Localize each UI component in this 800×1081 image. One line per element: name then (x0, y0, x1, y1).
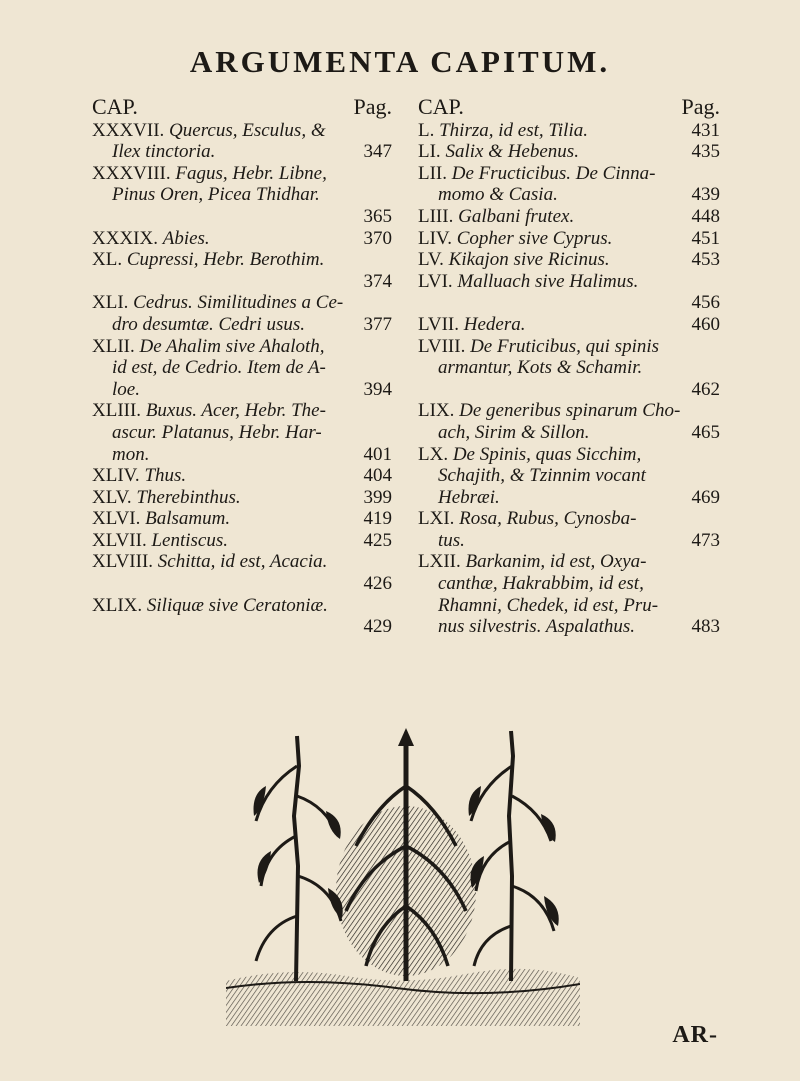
chapter-number: LIX. (418, 400, 455, 422)
page-number: 365 (363, 205, 392, 227)
entry-line (92, 163, 392, 185)
chapter-title: ascur. Platanus, Hebr. Har- (112, 421, 322, 443)
chapter-number: XXXVII. (92, 119, 165, 141)
chapter-title: Malluach sive Halimus. (457, 270, 639, 292)
entry-line (92, 573, 392, 595)
entry-text (112, 314, 305, 336)
entry-line (418, 120, 720, 142)
entry-text (92, 487, 241, 509)
page-number: 404 (363, 465, 392, 487)
page-number: 456 (691, 292, 720, 314)
entry-text (418, 444, 641, 466)
entry-line (92, 465, 392, 487)
chapter-title: canthæ, Hakrabbim, id est, (438, 573, 644, 595)
chapter-title: mon. (112, 443, 150, 465)
chapter-entry (92, 228, 392, 250)
entry-text (418, 551, 646, 573)
chapter-title: De generibus spinarum Cho- (459, 400, 681, 422)
entry-line (92, 444, 392, 466)
entry-text (92, 508, 230, 530)
chapter-title: Galbani frutex. (458, 205, 575, 227)
chapter-title: Balsamum. (145, 508, 231, 530)
catchword: AR- (672, 1022, 718, 1048)
page-number: 469 (691, 486, 720, 508)
chapter-number: LXI. (418, 508, 455, 530)
entry-line (92, 271, 392, 293)
entry-text (92, 400, 326, 422)
entry-text (112, 379, 140, 401)
chapter-entry (418, 508, 720, 551)
page-number: 462 (691, 378, 720, 400)
entry-text (438, 184, 558, 206)
entry-line (418, 357, 720, 379)
entry-line (418, 249, 720, 271)
chapter-number: LX. (418, 443, 449, 465)
chapter-title: Copher sive Cyprus. (456, 227, 613, 249)
entry-line (92, 336, 392, 358)
chapter-title: De Fruticibus, qui spinis (470, 335, 660, 357)
entry-text (418, 271, 638, 293)
chapter-title: ach, Sirim & Sillon. (438, 421, 590, 443)
page-number: 431 (691, 119, 720, 141)
page-number: 439 (691, 184, 720, 206)
chapter-entry (92, 120, 392, 163)
chapter-title: Thus. (144, 465, 187, 487)
page-number: 451 (691, 227, 720, 249)
page-number: 347 (363, 141, 392, 163)
entry-text (438, 595, 658, 617)
entry-text (92, 530, 228, 552)
plant-woodcut-illustration (226, 726, 580, 1026)
chapter-entry (418, 336, 720, 401)
entry-line (92, 400, 392, 422)
chapter-entry (92, 292, 392, 335)
entry-text (112, 141, 215, 163)
entry-line (92, 120, 392, 142)
chapter-entry (92, 487, 392, 509)
chapter-title: Hedera. (463, 313, 526, 335)
chapter-entry (418, 551, 720, 637)
chapter-number: XL. (92, 249, 123, 271)
chapter-number: XLVII. (92, 529, 147, 551)
chapter-title: Fagus, Hebr. Libne, (175, 162, 327, 184)
chapter-title: Rosa, Rubus, Cynosba- (459, 508, 637, 530)
entry-line (418, 141, 720, 163)
chapter-title: Thirza, id est, Tilia. (439, 119, 588, 141)
plant-woodcut-svg (226, 726, 580, 1026)
chapter-entry (418, 228, 720, 250)
entry-text (438, 422, 589, 444)
chapter-entry (418, 163, 720, 206)
entry-text (438, 465, 646, 487)
left-column (92, 96, 392, 638)
chapter-number: XLIX. (92, 594, 143, 616)
chapter-title: De Fructicibus. De Cinna- (451, 162, 656, 184)
entry-text (112, 422, 322, 444)
chapter-title: Lentiscus. (151, 529, 228, 551)
left-column-header (92, 96, 392, 118)
chapter-number: XLV. (92, 486, 132, 508)
entry-text (418, 141, 579, 163)
chapter-number: LI. (418, 141, 441, 163)
chapter-entry (92, 400, 392, 465)
chapter-entry (92, 465, 392, 487)
entry-text (438, 616, 635, 638)
chapter-number: XLIII. (92, 400, 142, 422)
entry-text (418, 249, 610, 271)
chapter-entry (418, 120, 720, 142)
entry-line (92, 487, 392, 509)
chapter-number: XLIV. (92, 465, 140, 487)
entry-text (112, 357, 326, 379)
entry-line (418, 400, 720, 422)
page-number: 370 (363, 227, 392, 249)
chapter-number: L. (418, 119, 435, 141)
chapter-number: XXXIX. (92, 227, 158, 249)
entry-line (92, 379, 392, 401)
entry-line (92, 357, 392, 379)
chapter-number: LVIII. (418, 335, 466, 357)
chapter-entry (418, 249, 720, 271)
entry-text (438, 357, 642, 379)
chapter-title: dro desumtæ. Cedri usus. (112, 313, 306, 335)
page-number: 453 (691, 249, 720, 271)
chapter-title: nus silvestris. Aspalathus. (438, 616, 636, 638)
chapter-title: Buxus. Acer, Hebr. The- (145, 400, 326, 422)
entry-line (418, 551, 720, 573)
chapter-title: Salix & Hebenus. (445, 141, 579, 163)
entry-line (418, 422, 720, 444)
chapter-number: LVI. (418, 270, 453, 292)
cap-heading: CAP. (418, 94, 464, 119)
chapter-entry (92, 336, 392, 401)
page-number: 460 (691, 313, 720, 335)
entry-line (418, 163, 720, 185)
chapter-title: Rhamni, Chedek, id est, Pru- (438, 594, 659, 616)
chapter-number: LIII. (418, 205, 454, 227)
chapter-title: Pinus Oren, Picea Thidhar. (112, 184, 320, 206)
chapter-title: loe. (112, 378, 140, 400)
chapter-title: Cupressi, Hebr. Berothim. (126, 249, 325, 271)
entry-text (92, 249, 324, 271)
entry-text (92, 163, 327, 185)
entry-text (92, 292, 343, 314)
entry-line (92, 206, 392, 228)
chapter-number: LIV. (418, 227, 452, 249)
chapter-title: armantur, Kots & Schamir. (438, 357, 643, 379)
chapter-entry (418, 141, 720, 163)
entry-line (92, 530, 392, 552)
chapter-number: LXII. (418, 551, 461, 573)
page-number: 435 (691, 141, 720, 163)
entry-text (92, 336, 325, 358)
entry-text (92, 595, 328, 617)
chapter-title: De Spinis, quas Sicchim, (452, 443, 642, 465)
page-number: 426 (363, 573, 392, 595)
chapter-title: Therebinthus. (136, 486, 241, 508)
entry-line (92, 595, 392, 617)
chapter-title: Siliquæ sive Ceratoniæ. (146, 594, 328, 616)
entry-line (92, 616, 392, 638)
entry-line (92, 141, 392, 163)
chapter-title: De Ahalim sive Ahaloth, (139, 335, 325, 357)
entry-line (92, 184, 392, 206)
entry-text (92, 228, 210, 250)
entry-line (92, 228, 392, 250)
entry-line (418, 573, 720, 595)
chapter-number: LVII. (418, 313, 459, 335)
entry-text (92, 551, 327, 573)
pag-heading: Pag. (353, 94, 392, 119)
chapter-number: XLI. (92, 292, 129, 314)
entry-line (418, 444, 720, 466)
entry-line (92, 422, 392, 444)
chapter-title: Quercus, Esculus, & (169, 119, 326, 141)
page-number: 374 (363, 270, 392, 292)
entry-line (418, 314, 720, 336)
chapter-entry (92, 595, 392, 638)
chapter-entry (92, 530, 392, 552)
entry-line (418, 530, 720, 552)
right-entry-list (418, 120, 720, 638)
page-number: 377 (363, 313, 392, 335)
chapter-title: id est, de Cedrio. Item de A- (112, 357, 326, 379)
chapter-title: Schajith, & Tzinnim vocant (438, 465, 646, 487)
entry-text (438, 573, 644, 595)
chapter-title: Ilex tinctoria. (112, 141, 216, 163)
chapter-number: LII. (418, 162, 448, 184)
entry-line (418, 271, 720, 293)
entry-line (418, 228, 720, 250)
chapter-number: XXXVIII. (92, 162, 171, 184)
page-number: 425 (363, 529, 392, 551)
entry-text (418, 120, 588, 142)
right-column-header (418, 96, 720, 118)
page-number: 399 (363, 486, 392, 508)
entry-line (418, 487, 720, 509)
entry-line (418, 465, 720, 487)
entry-line (92, 314, 392, 336)
chapter-entry (92, 163, 392, 228)
entry-text (438, 487, 500, 509)
entry-text (418, 314, 525, 336)
cap-heading: CAP. (92, 94, 138, 119)
entry-line (418, 184, 720, 206)
chapter-number: XLII. (92, 335, 135, 357)
pag-heading: Pag. (681, 94, 720, 119)
entry-text (92, 465, 186, 487)
entry-line (92, 292, 392, 314)
chapter-title: tus. (438, 529, 465, 551)
chapter-title: Abies. (162, 227, 210, 249)
chapter-entry (418, 400, 720, 443)
entry-text (418, 228, 612, 250)
chapter-entry (418, 444, 720, 509)
entry-text (418, 206, 574, 228)
chapter-number: XLVI. (92, 508, 141, 530)
chapter-title: Cedrus. Similitudines a Ce- (133, 292, 344, 314)
chapter-entry (92, 551, 392, 594)
page-number: 419 (363, 508, 392, 530)
page-number: 465 (691, 421, 720, 443)
chapter-number: XLVIII. (92, 551, 154, 573)
entry-line (418, 379, 720, 401)
entry-text (92, 120, 326, 142)
entry-line (418, 616, 720, 638)
chapter-entry (418, 314, 720, 336)
left-entry-list (92, 120, 392, 638)
entry-line (418, 595, 720, 617)
page-number: 448 (691, 205, 720, 227)
page-number: 394 (363, 378, 392, 400)
chapter-number: LV. (418, 249, 444, 271)
entry-line (418, 508, 720, 530)
entry-text (418, 508, 636, 530)
page-number: 483 (691, 616, 720, 638)
chapter-title: Barkanim, id est, Oxya- (465, 551, 647, 573)
entry-line (92, 249, 392, 271)
entry-text (112, 444, 149, 466)
chapter-title: Kikajon sive Ricinus. (448, 249, 610, 271)
entry-line (418, 206, 720, 228)
entry-text (418, 336, 659, 358)
entry-line (418, 292, 720, 314)
entry-text (418, 400, 680, 422)
entry-text (438, 530, 465, 552)
page-title: ARGUMENTA CAPITUM. (189, 44, 611, 79)
chapter-title: Schitta, id est, Acacia. (157, 551, 328, 573)
page-number: 429 (363, 616, 392, 638)
page-number: 473 (691, 529, 720, 551)
right-column (418, 96, 720, 638)
chapter-title: momo & Casia. (438, 184, 558, 206)
chapter-entry (92, 508, 392, 530)
chapter-entry (92, 249, 392, 292)
chapter-entry (418, 206, 720, 228)
page-number: 401 (363, 443, 392, 465)
chapter-entry (418, 271, 720, 314)
entry-line (92, 508, 392, 530)
entry-text (418, 163, 655, 185)
chapter-title: Hebræi. (438, 486, 500, 508)
entry-line (418, 336, 720, 358)
entry-line (92, 551, 392, 573)
entry-text (112, 184, 320, 206)
